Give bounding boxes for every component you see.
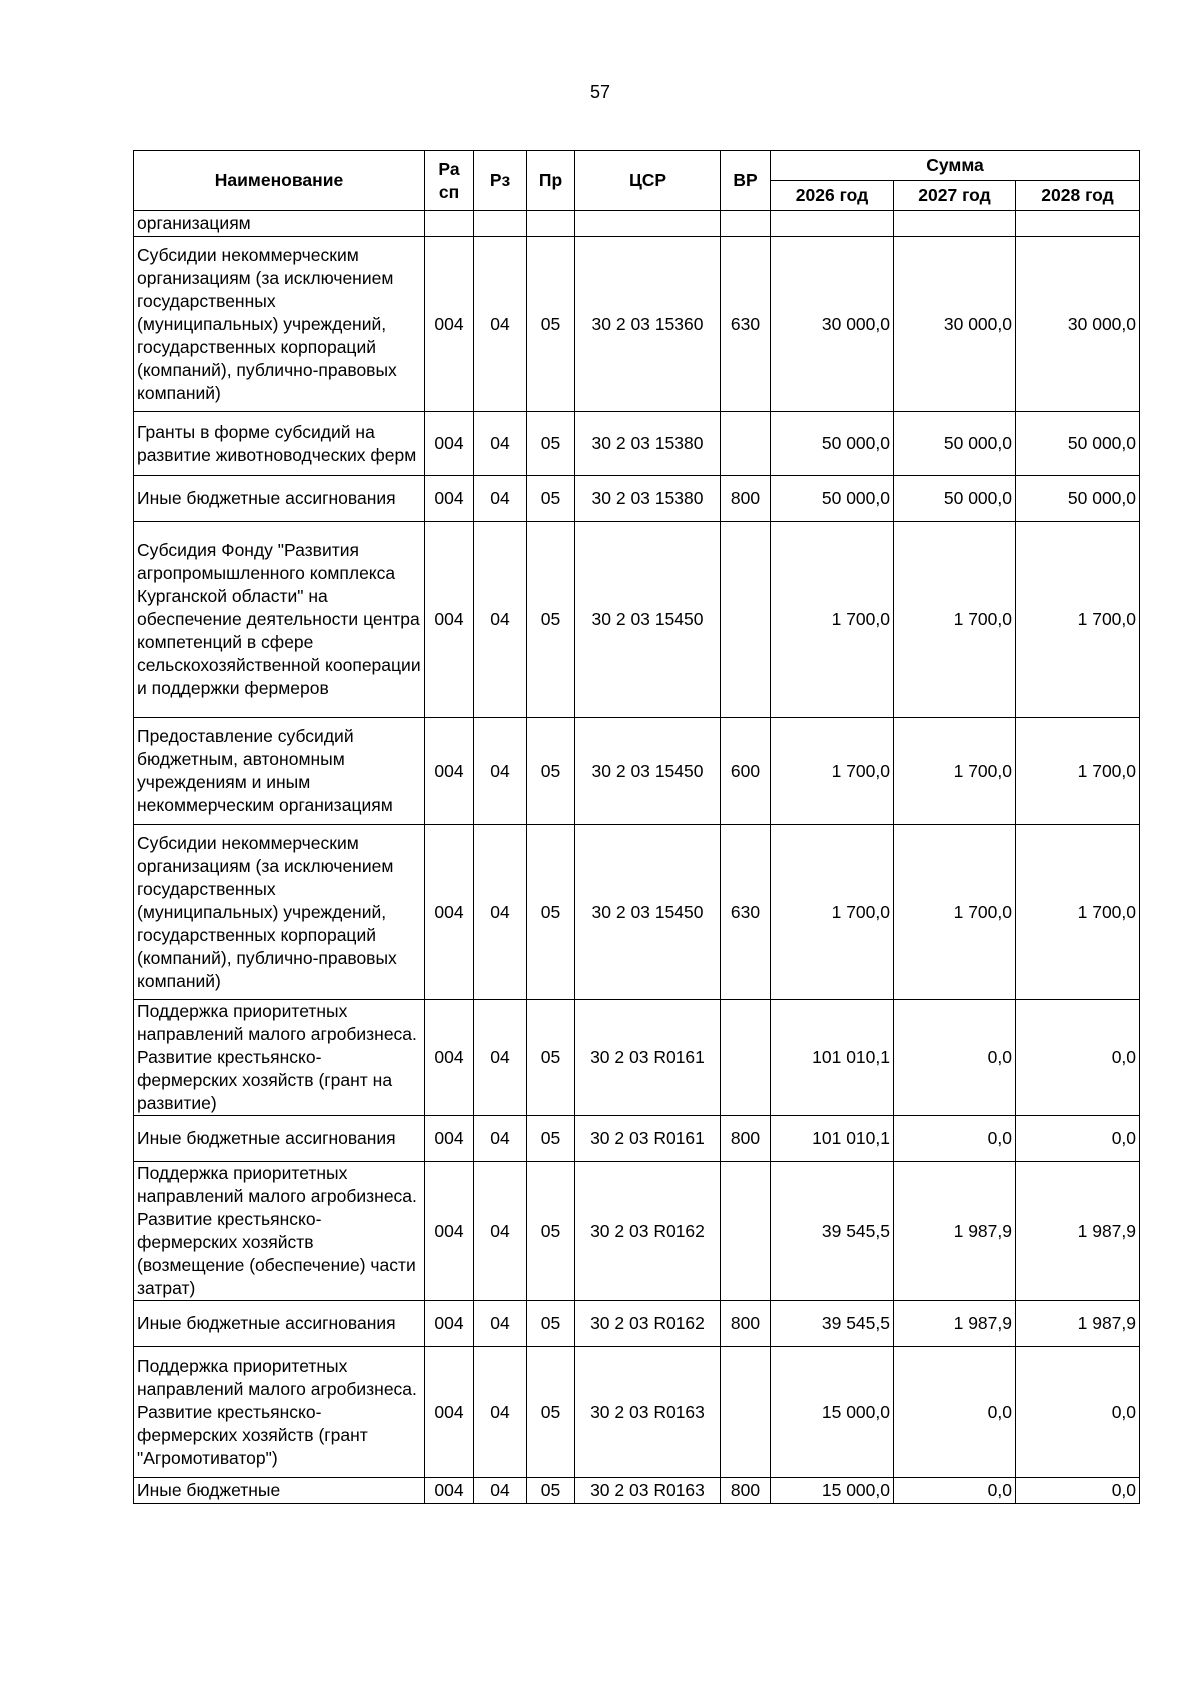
cell-sum-2028: 50 000,0 [1016,476,1140,522]
cell-rasp: 004 [425,1478,474,1504]
cell-pr: 05 [527,1000,575,1116]
cell-sum-2028: 1 700,0 [1016,825,1140,1000]
cell-csr: 30 2 03 R0161 [575,1000,721,1116]
cell-pr [527,211,575,237]
cell-name: Поддержка приоритетных направлений малого агробизнеса. Развитие крестьянско-фермерских хозяйств (грант на развитие) [134,1000,425,1116]
cell-name: Иные бюджетные ассигнования [134,1301,425,1347]
cell-rz: 04 [474,825,527,1000]
cell-csr: 30 2 03 R0163 [575,1347,721,1478]
cell-pr: 05 [527,1162,575,1301]
cell-name: Субсидии некоммерческим организациям (за исключением государственных (муниципальных) учреждений, государственных корпораций (компаний), публично-правовых компаний) [134,237,425,412]
cell-pr: 05 [527,718,575,825]
cell-sum-2028: 30 000,0 [1016,237,1140,412]
cell-name: Иные бюджетные [134,1478,425,1504]
cell-rasp [425,211,474,237]
cell-sum-2027: 1 700,0 [894,718,1016,825]
cell-sum-2028 [1016,211,1140,237]
header-name: Наименование [134,151,425,211]
table-row [134,1162,1140,1301]
table-body [134,211,1140,1504]
cell-rz: 04 [474,412,527,476]
cell-sum-2028: 1 987,9 [1016,1301,1140,1347]
cell-csr: 30 2 03 15450 [575,718,721,825]
cell-pr: 05 [527,1301,575,1347]
cell-pr: 05 [527,825,575,1000]
cell-sum-2027: 50 000,0 [894,476,1016,522]
header-pr: Пр [527,151,575,211]
cell-sum-2027: 0,0 [894,1478,1016,1504]
cell-rasp: 004 [425,522,474,718]
cell-sum-2028: 0,0 [1016,1116,1140,1162]
cell-sum-2027: 0,0 [894,1347,1016,1478]
cell-name: организациям [134,211,425,237]
cell-sum-2028: 1 987,9 [1016,1162,1140,1301]
cell-sum-2026 [771,211,894,237]
table-row [134,412,1140,476]
cell-sum-2027: 30 000,0 [894,237,1016,412]
cell-rasp: 004 [425,1000,474,1116]
header-vr: ВР [721,151,771,211]
cell-pr: 05 [527,1347,575,1478]
cell-rasp: 004 [425,1162,474,1301]
cell-rz: 04 [474,522,527,718]
cell-sum-2027: 0,0 [894,1000,1016,1116]
cell-vr [721,522,771,718]
cell-rasp: 004 [425,412,474,476]
cell-sum-2028: 1 700,0 [1016,522,1140,718]
table-header-row [134,151,1140,181]
cell-sum-2028: 0,0 [1016,1000,1140,1116]
cell-pr: 05 [527,1478,575,1504]
table-row [134,1478,1140,1504]
cell-sum-2028: 0,0 [1016,1347,1140,1478]
cell-vr [721,1000,771,1116]
cell-rz: 04 [474,1301,527,1347]
cell-rasp: 004 [425,1301,474,1347]
cell-csr: 30 2 03 R0161 [575,1116,721,1162]
cell-sum-2028: 1 700,0 [1016,718,1140,825]
cell-rasp: 004 [425,237,474,412]
table-row [134,1116,1140,1162]
table-row [134,1301,1140,1347]
header-year-2027: 2027 год [894,181,1016,211]
cell-sum-2026: 50 000,0 [771,476,894,522]
cell-rasp: 004 [425,1116,474,1162]
cell-vr: 630 [721,237,771,412]
table-row [134,237,1140,412]
cell-rz: 04 [474,1478,527,1504]
cell-sum-2028: 50 000,0 [1016,412,1140,476]
cell-csr: 30 2 03 R0163 [575,1478,721,1504]
cell-sum-2026: 39 545,5 [771,1301,894,1347]
cell-rasp: 004 [425,1347,474,1478]
cell-csr: 30 2 03 R0162 [575,1301,721,1347]
cell-sum-2027: 0,0 [894,1116,1016,1162]
cell-name: Иные бюджетные ассигнования [134,476,425,522]
cell-vr [721,211,771,237]
cell-sum-2027: 1 700,0 [894,825,1016,1000]
table-row [134,476,1140,522]
cell-rz: 04 [474,1162,527,1301]
cell-vr: 800 [721,1116,771,1162]
cell-sum-2027: 1 987,9 [894,1162,1016,1301]
header-year-2028: 2028 год [1016,181,1140,211]
cell-csr [575,211,721,237]
cell-vr: 600 [721,718,771,825]
cell-pr: 05 [527,237,575,412]
cell-vr: 800 [721,1301,771,1347]
cell-vr: 630 [721,825,771,1000]
cell-name: Предоставление субсидий бюджетным, автономным учреждениям и иным некоммерческим организациям [134,718,425,825]
cell-csr: 30 2 03 15360 [575,237,721,412]
cell-csr: 30 2 03 15380 [575,412,721,476]
cell-pr: 05 [527,522,575,718]
cell-rasp: 004 [425,825,474,1000]
table-row [134,522,1140,718]
cell-name: Поддержка приоритетных направлений малого агробизнеса. Развитие крестьянско-фермерских хозяйств (возмещение (обеспечение) части затрат) [134,1162,425,1301]
cell-sum-2027: 1 700,0 [894,522,1016,718]
cell-vr [721,1162,771,1301]
cell-rasp: 004 [425,476,474,522]
cell-name: Гранты в форме субсидий на развитие животноводческих ферм [134,412,425,476]
cell-sum-2026: 15 000,0 [771,1478,894,1504]
cell-pr: 05 [527,1116,575,1162]
cell-csr: 30 2 03 15450 [575,522,721,718]
cell-sum-2026: 39 545,5 [771,1162,894,1301]
cell-sum-2026: 30 000,0 [771,237,894,412]
cell-csr: 30 2 03 15450 [575,825,721,1000]
table-row [134,718,1140,825]
cell-vr: 800 [721,1478,771,1504]
cell-rz: 04 [474,1116,527,1162]
cell-name: Субсидии некоммерческим организациям (за исключением государственных (муниципальных) учреждений, государственных корпораций (компаний), публично-правовых компаний) [134,825,425,1000]
cell-sum-2026: 1 700,0 [771,522,894,718]
cell-rz: 04 [474,476,527,522]
header-csr: ЦСР [575,151,721,211]
cell-csr: 30 2 03 R0162 [575,1162,721,1301]
cell-rz: 04 [474,237,527,412]
cell-rz: 04 [474,718,527,825]
header-rz: Рз [474,151,527,211]
cell-sum-2026: 1 700,0 [771,825,894,1000]
cell-sum-2026: 15 000,0 [771,1347,894,1478]
table-row [134,825,1140,1000]
header-sum: Сумма [771,151,1140,181]
cell-rz: 04 [474,1000,527,1116]
cell-pr: 05 [527,412,575,476]
header-year-2026: 2026 год [771,181,894,211]
cell-name: Поддержка приоритетных направлений малого агробизнеса. Развитие крестьянско-фермерских хозяйств (грант "Агромотиватор") [134,1347,425,1478]
table-row [134,1000,1140,1116]
page-number: 57 [589,82,611,102]
cell-rz [474,211,527,237]
cell-pr: 05 [527,476,575,522]
cell-vr [721,1347,771,1478]
table-row [134,1347,1140,1478]
cell-sum-2027: 50 000,0 [894,412,1016,476]
header-rasp: Ра сп [425,151,474,211]
cell-rasp: 004 [425,718,474,825]
cell-rz: 04 [474,1347,527,1478]
cell-csr: 30 2 03 15380 [575,476,721,522]
cell-sum-2026: 1 700,0 [771,718,894,825]
cell-sum-2027: 1 987,9 [894,1301,1016,1347]
cell-vr [721,412,771,476]
cell-sum-2028: 0,0 [1016,1478,1140,1504]
cell-vr: 800 [721,476,771,522]
cell-sum-2026: 50 000,0 [771,412,894,476]
cell-name: Иные бюджетные ассигнования [134,1116,425,1162]
cell-name: Субсидия Фонду "Развития агропромышленного комплекса Курганской области" на обеспечение деятельности центра компетенций в сфере сельскохозяйственной кооперации и поддержки фермеров [134,522,425,718]
cell-sum-2026: 101 010,1 [771,1116,894,1162]
table-row [134,211,1140,237]
cell-sum-2027 [894,211,1016,237]
cell-sum-2026: 101 010,1 [771,1000,894,1116]
budget-table [133,150,1140,1504]
